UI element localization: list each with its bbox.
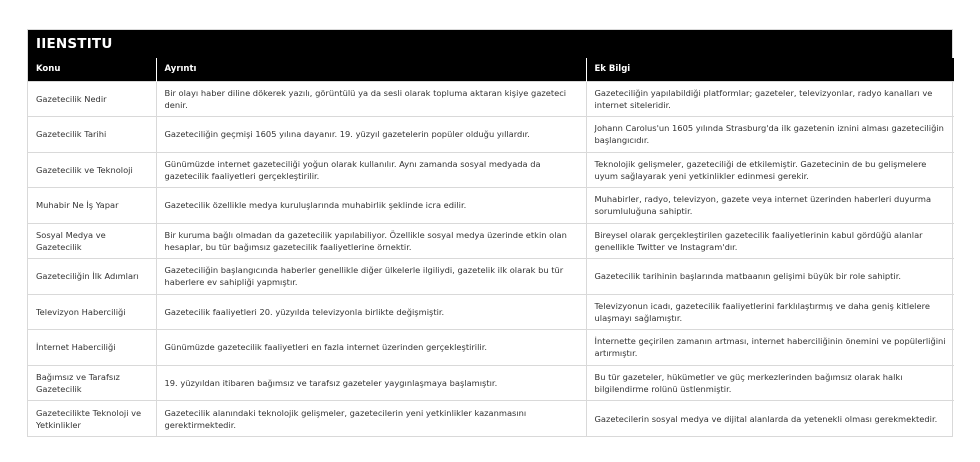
cell-konu: Televizyon Haberciliği (28, 294, 156, 330)
cell-konu: Sosyal Medya ve Gazetecilik (28, 223, 156, 259)
table-row (28, 259, 954, 295)
table-header-row (28, 58, 954, 81)
cell-konu: Gazeteciliğin İlk Adımları (28, 259, 156, 295)
cell-ek-bilgi: Teknolojik gelişmeler, gazeteciliği de etkilemiştir. Gazetecinin de bu gelişmelere uyum sağlayarak yeni yetkinlikler edinmesi gerekir. (586, 152, 954, 188)
cell-ayrinti: Gazetecilik alanındaki teknolojik gelişmeler, gazetecilerin yeni yetkinlikler kazanmasını gerektirmektedir. (156, 401, 586, 437)
cell-konu: Gazetecilik Tarihi (28, 117, 156, 153)
column-header-ek-bilgi: Ek Bilgi (586, 58, 954, 81)
brand-title: IIENSTITU (28, 30, 952, 58)
table-row (28, 401, 954, 437)
table-row (28, 330, 954, 366)
table-row (28, 152, 954, 188)
info-table-container (27, 29, 953, 437)
cell-konu: Bağımsız ve Tarafsız Gazetecilik (28, 365, 156, 401)
cell-ek-bilgi: Gazetecilik tarihinin başlarında matbaanın gelişimi büyük bir role sahiptir. (586, 259, 954, 295)
table-row (28, 223, 954, 259)
cell-konu: Gazetecilik ve Teknoloji (28, 152, 156, 188)
cell-ayrinti: Gazetecilik faaliyetleri 20. yüzyılda televizyonla birlikte değişmiştir. (156, 294, 586, 330)
cell-konu: Gazetecilik Nedir (28, 81, 156, 117)
cell-ayrinti: Gazetecilik özellikle medya kuruluşlarında muhabirlik şeklinde icra edilir. (156, 188, 586, 224)
cell-ayrinti: Günümüzde gazetecilik faaliyetleri en fazla internet üzerinden gerçekleştirilir. (156, 330, 586, 366)
column-header-konu: Konu (28, 58, 156, 81)
table-row (28, 81, 954, 117)
table-row (28, 365, 954, 401)
table-row (28, 117, 954, 153)
cell-ayrinti: Gazeteciliğin başlangıcında haberler genellikle diğer ülkelerle ilgiliydi, gazetelik ilk olarak bu tür haberlere ev sahipliği yapmıştır. (156, 259, 586, 295)
cell-ayrinti: Bir olayı haber diline dökerek yazılı, görüntülü ya da sesli olarak topluma aktaran kişiye gazeteci denir. (156, 81, 586, 117)
info-table (28, 58, 954, 436)
cell-ayrinti: Günümüzde internet gazeteciliği yoğun olarak kullanılır. Aynı zamanda sosyal medyada da gazetecilik faaliyetleri gerçekleştirilir. (156, 152, 586, 188)
table-row (28, 188, 954, 224)
cell-ek-bilgi: Johann Carolus'un 1605 yılında Strasburg'da ilk gazetenin iznini alması gazeteciliğin başlangıcıdır. (586, 117, 954, 153)
cell-ek-bilgi: İnternette geçirilen zamanın artması, internet haberciliğinin önemini ve popülerliğini artırmıştır. (586, 330, 954, 366)
cell-ayrinti: Bir kuruma bağlı olmadan da gazetecilik yapılabiliyor. Özellikle sosyal medya üzerinde etkin olan hesaplar, bu tür bağımsız gazetecilik faaliyetlerine örnektir. (156, 223, 586, 259)
cell-ayrinti: 19. yüzyıldan itibaren bağımsız ve tarafsız gazeteler yaygınlaşmaya başlamıştır. (156, 365, 586, 401)
cell-konu: Gazetecilikte Teknoloji ve Yetkinlikler (28, 401, 156, 437)
cell-ayrinti: Gazeteciliğin geçmişi 1605 yılına dayanır. 19. yüzyıl gazetelerin popüler olduğu yıllardır. (156, 117, 586, 153)
cell-ek-bilgi: Gazetecilerin sosyal medya ve dijital alanlarda da yetenekli olması gerekmektedir. (586, 401, 954, 437)
cell-ek-bilgi: Gazeteciliğin yapılabildiği platformlar; gazeteler, televizyonlar, radyo kanalları ve internet siteleridir. (586, 81, 954, 117)
table-row (28, 294, 954, 330)
cell-ek-bilgi: Televizyonun icadı, gazetecilik faaliyetlerini farklılaştırmış ve daha geniş kitlelere ulaşmayı sağlamıştır. (586, 294, 954, 330)
column-header-ayrinti: Ayrıntı (156, 58, 586, 81)
cell-ek-bilgi: Bu tür gazeteler, hükümetler ve güç merkezlerinden bağımsız olarak halkı bilgilendirme rolünü üstlenmiştir. (586, 365, 954, 401)
cell-ek-bilgi: Muhabirler, radyo, televizyon, gazete veya internet üzerinden haberleri duyurma sorumluluğuna sahiptir. (586, 188, 954, 224)
cell-konu: İnternet Haberciliği (28, 330, 156, 366)
cell-konu: Muhabir Ne İş Yapar (28, 188, 156, 224)
cell-ek-bilgi: Bireysel olarak gerçekleştirilen gazetecilik faaliyetlerinin kabul gördüğü alanlar genellikle Twitter ve Instagram'dır. (586, 223, 954, 259)
